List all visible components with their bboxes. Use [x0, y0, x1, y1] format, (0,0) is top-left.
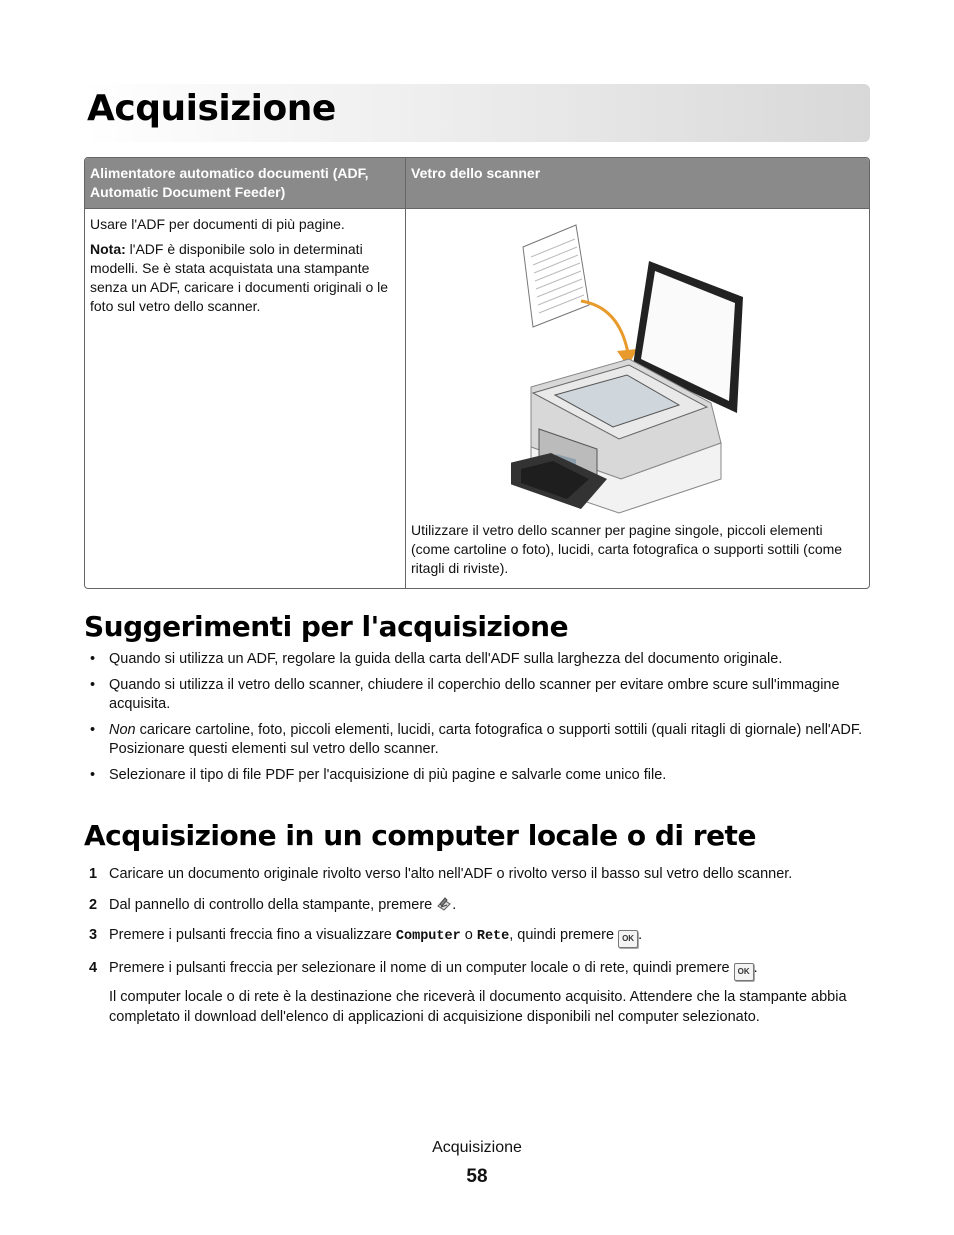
menu-value-computer: Computer — [395, 929, 461, 944]
page-number: 58 — [466, 1166, 488, 1187]
step-note: Il computer locale o di rete è la destinazione che riceverà il documento acquisito. Attendere che la stampante abbia completato il download dell'elenco di applicazioni di acquisizione disponibili nel computer selezionato. — [109, 989, 847, 1025]
step-number: 2 — [89, 896, 98, 913]
glass-cell — [405, 208, 869, 588]
step-item: 2 Dal pannello di controllo della stampante, premere . — [84, 896, 874, 916]
adf-text: Usare l'ADF per documenti di più pagine. — [90, 216, 345, 232]
note-label: Nota: — [90, 241, 126, 257]
footer-section-label: Acquisizione — [432, 1139, 522, 1156]
menu-value-rete: Rete — [476, 929, 510, 944]
step-item: 1 Caricare un documento originale rivolto verso l'alto nell'ADF o rivolto verso il basso sul vetro dello scanner. — [84, 865, 874, 885]
adf-note — [90, 240, 400, 316]
adf-cell — [85, 208, 405, 588]
printer-illustration — [511, 217, 771, 517]
steps-title: Acquisizione in un computer locale o di rete — [84, 819, 756, 852]
tips-title: Suggerimenti per l'acquisizione — [84, 610, 569, 643]
glass-text: Utilizzare il vetro dello scanner per pagine singole, piccoli elementi (come cartoline o foto), lucidi, carta fotografica o supporti sottili (come ritagli di riviste). — [411, 522, 843, 576]
list-item: • Quando si utilizza il vetro dello scanner, chiudere il coperchio dello scanner per evitare ombre scure sull'immagine acquisita. — [90, 676, 840, 712]
bullet-icon: • — [90, 721, 96, 738]
list-item: • Quando si utilizza un ADF, regolare la guida della carta dell'ADF sulla larghezza del documento originale. — [84, 650, 874, 670]
scan-methods-table — [84, 157, 870, 589]
step-item: 3 Premere i pulsanti freccia fino a visualizzare Computer o Rete, quindi premere OK . — [84, 926, 874, 948]
step-number: 3 — [89, 927, 98, 943]
steps-list — [84, 865, 874, 1038]
step-item: 4 Premere i pulsanti freccia per selezionare il nome di un computer locale o di rete, quindi premere OK . Il computer locale o di rete è la destinazione che riceverà il documento acquisito. Attendere che la stampante abbia completato il download dell'elenco di applicazioni di acquisizione disponibili nel computer selezionato. — [84, 959, 874, 1027]
ok-button-icon: OK — [618, 930, 638, 948]
list-item: • Non caricare cartoline, foto, piccoli elementi, lucidi, carta fotografica o supporti sottili (quali ritagli di giornale) nell'ADF. Posizionare questi elementi sul vetro dello scanner. — [90, 721, 863, 757]
table-header-adf: Alimentatore automatico documenti (ADF, Automatic Document Feeder) — [85, 158, 405, 208]
tips-list — [84, 650, 874, 791]
ok-button-icon: OK — [734, 963, 754, 981]
arrow-icon — [581, 301, 637, 367]
table-header-glass: Vetro dello scanner — [405, 158, 869, 208]
step-number: 4 — [89, 960, 98, 976]
emphasis-text: Non — [109, 721, 136, 738]
document-sheet-icon — [523, 225, 589, 327]
bullet-icon: • — [90, 676, 96, 693]
scan-icon — [436, 896, 452, 912]
note-text: l'ADF è disponibile solo in determinati modelli. Se è stata acquistata una stampante senza un ADF, caricare i documenti originali o le foto sul vetro dello scanner. — [90, 241, 389, 314]
bullet-icon: • — [90, 651, 96, 667]
list-item: • Selezionare il tipo di file PDF per l'acquisizione di più pagine e salvarle come unico file. — [84, 766, 874, 786]
chapter-title: Acquisizione — [87, 88, 336, 129]
step-number: 1 — [89, 866, 98, 882]
printer-illustration-wrap — [411, 215, 864, 521]
bullet-icon: • — [90, 766, 96, 783]
